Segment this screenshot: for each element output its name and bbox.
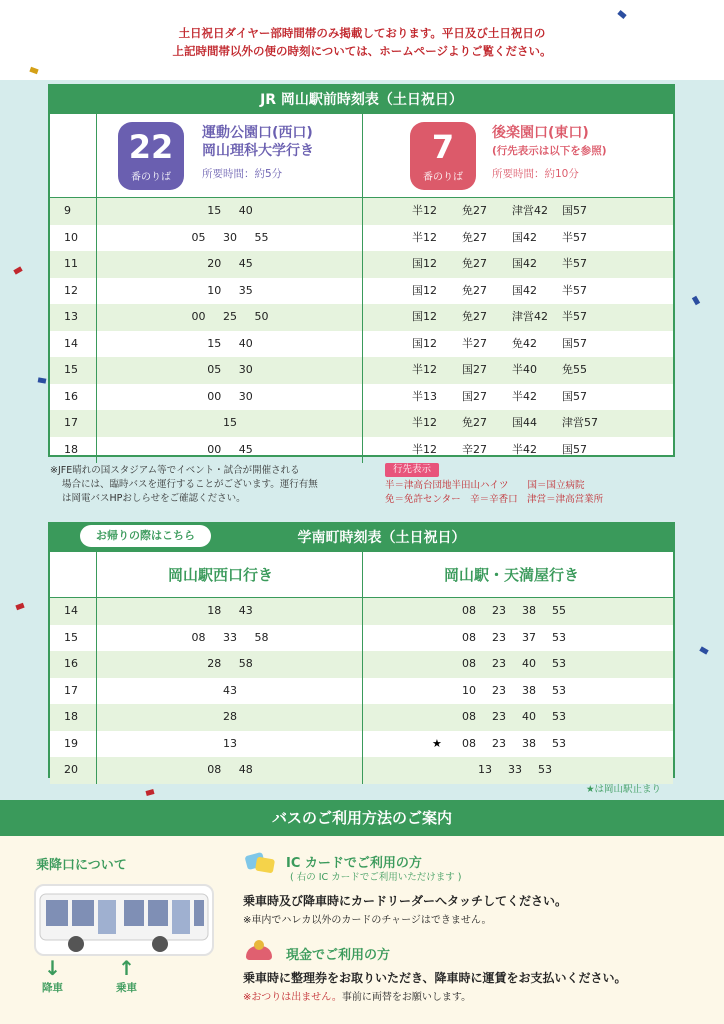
left-times: 08 48 bbox=[207, 763, 253, 776]
timetable2-rows bbox=[50, 598, 673, 784]
top-note-line1: 土日祝日ダイヤー部時間帯のみ掲載しております。平日及び土日祝日の bbox=[178, 26, 546, 40]
hour-cell: 9 bbox=[64, 204, 71, 217]
right-dest-line2: (行先表示は以下を参照) bbox=[492, 145, 607, 157]
table-row bbox=[50, 198, 673, 225]
alight-arrow bbox=[42, 956, 63, 995]
right-times: 13 33 53 bbox=[478, 763, 552, 776]
guide-title: バスのご利用方法のご案内 bbox=[0, 800, 724, 836]
confetti bbox=[692, 296, 700, 305]
left-times: 43 bbox=[223, 683, 237, 697]
hour-cell: 10 bbox=[64, 230, 78, 244]
confetti bbox=[38, 377, 47, 383]
table-row bbox=[50, 598, 673, 625]
bus-icon bbox=[36, 886, 212, 954]
right-times: 半12 免27 国44 津営57 bbox=[412, 416, 598, 429]
left-dest-line1: 運動公園口(西口) bbox=[202, 125, 313, 141]
right-times: 国12 半27 免42 国57 bbox=[412, 336, 587, 350]
route-header bbox=[50, 114, 673, 198]
platform-22-badge bbox=[118, 122, 184, 190]
left-destination: 岡山駅西口行き bbox=[168, 566, 274, 584]
right-times: 国12 免27 津営42 半57 bbox=[412, 310, 587, 323]
left-times: 00 30 bbox=[207, 389, 253, 403]
right-times: ★ 08 23 38 53 bbox=[432, 736, 566, 750]
ic-note: ※車内でハレカ以外のカードのチャージはできません。 bbox=[243, 915, 492, 926]
platform-7-badge bbox=[410, 122, 476, 190]
left-times: 13 bbox=[223, 736, 237, 750]
guide-section bbox=[0, 836, 724, 1024]
confetti bbox=[145, 789, 154, 796]
hour-cell: 18 bbox=[64, 442, 78, 456]
left-times: 28 58 bbox=[207, 657, 253, 670]
return-pill: お帰りの際はこちら bbox=[80, 525, 211, 547]
cash-note-text: 事前に両替をお願いします。 bbox=[341, 992, 472, 1003]
left-times: 05 30 bbox=[207, 363, 253, 376]
hour-cell: 16 bbox=[64, 657, 78, 670]
platform-number: 22 bbox=[128, 128, 174, 166]
board-arrow bbox=[116, 956, 137, 995]
table-row bbox=[50, 704, 673, 731]
hour-cell: 15 bbox=[64, 630, 78, 644]
ic-subtitle: ( 右の IC カードでご利用いただけます ) bbox=[290, 872, 462, 883]
legend-line: 免＝免許センター 辛＝辛香口 津営＝津高営業所 bbox=[385, 494, 604, 505]
left-times: 15 40 bbox=[207, 336, 253, 350]
confetti bbox=[13, 266, 22, 274]
left-times: 20 45 bbox=[207, 257, 253, 270]
table-row bbox=[50, 225, 673, 252]
left-times: 28 bbox=[223, 710, 237, 723]
cash-note bbox=[243, 988, 471, 1003]
right-dest-line1: 後楽園口(東口) bbox=[492, 125, 589, 141]
table-row bbox=[50, 625, 673, 652]
note-line: 場合には、臨時バスを運行することがございます。運行有無 bbox=[62, 479, 318, 490]
right-times: 国12 免27 国42 半57 bbox=[412, 257, 587, 270]
table-row bbox=[50, 304, 673, 331]
right-destination: 岡山駅・天満屋行き bbox=[444, 566, 580, 584]
platform-label: 番のりば bbox=[423, 172, 463, 183]
hour-cell: 14 bbox=[64, 604, 78, 617]
right-times: 半12 辛27 半42 国57 bbox=[412, 442, 587, 456]
hour-cell: 12 bbox=[64, 283, 78, 297]
divider bbox=[96, 552, 97, 597]
right-times: 半12 免27 津営42 国57 bbox=[412, 204, 587, 217]
right-times: 08 23 37 53 bbox=[462, 630, 566, 644]
timetable1-rows bbox=[50, 198, 673, 463]
left-times: 15 40 bbox=[207, 204, 253, 217]
right-destination bbox=[492, 124, 607, 160]
table-row bbox=[50, 357, 673, 384]
left-times: 05 30 55 bbox=[191, 230, 269, 244]
route-header bbox=[50, 552, 673, 598]
right-times: 08 23 40 53 bbox=[462, 710, 566, 723]
cash-note-red: ※おつりは出ません。 bbox=[243, 992, 342, 1003]
left-times: 15 bbox=[223, 416, 237, 429]
timetable1-title: JR 岡山駅前時刻表（土日祝日） bbox=[50, 86, 673, 114]
divider bbox=[362, 552, 363, 597]
table-row bbox=[50, 757, 673, 784]
note-line: ※JFE晴れの国スタジアム等でイベント・試合が開催される bbox=[50, 465, 300, 476]
alight-label: 降車 bbox=[42, 982, 63, 994]
left-times: 00 25 50 bbox=[191, 310, 269, 323]
boarding-title: 乗降口について bbox=[36, 858, 127, 873]
divider bbox=[96, 114, 97, 197]
down-arrow-icon: ↓ bbox=[44, 956, 61, 980]
top-note-line2: 上記時間帯以外の便の時刻については、ホームページよりご覧ください。 bbox=[172, 44, 552, 58]
table-row bbox=[50, 678, 673, 705]
star-note: ★は岡山駅止まり bbox=[586, 784, 662, 795]
hour-cell: 19 bbox=[64, 736, 78, 750]
hour-cell: 16 bbox=[64, 389, 78, 403]
confetti bbox=[15, 603, 24, 610]
divider bbox=[362, 114, 363, 197]
platform-label: 番のりば bbox=[131, 172, 171, 183]
left-destination bbox=[202, 124, 314, 160]
right-times: 半13 国27 半42 国57 bbox=[412, 389, 587, 403]
table-row bbox=[50, 331, 673, 358]
right-times: 10 23 38 53 bbox=[462, 683, 566, 697]
platform-number: 7 bbox=[431, 128, 455, 166]
right-times: 08 23 38 55 bbox=[462, 604, 566, 617]
right-times: 08 23 40 53 bbox=[462, 657, 566, 670]
timetable2-title: 学南町時刻表（土日祝日） bbox=[50, 524, 673, 552]
up-arrow-icon: ↑ bbox=[118, 956, 135, 980]
ic-instruction: 乗車時及び降車時にカードリーダーへタッチしてください。 bbox=[243, 894, 568, 908]
cash-instruction: 乗車時に整理券をお取りいただき、降車時に運賃をお支払いください。 bbox=[243, 971, 627, 985]
table-row bbox=[50, 410, 673, 437]
right-times: 半12 免27 国42 半57 bbox=[412, 230, 587, 244]
confetti bbox=[699, 646, 708, 654]
note-line: は岡電バスHPおしらせをご確認ください。 bbox=[62, 493, 246, 504]
table-row bbox=[50, 251, 673, 278]
top-notice bbox=[0, 24, 724, 60]
legend-line: 半＝津高台団地半田山ハイツ 国＝国立病院 bbox=[385, 480, 585, 491]
table-row bbox=[50, 731, 673, 758]
right-times: 国12 免27 国42 半57 bbox=[412, 283, 587, 297]
board-label: 乗車 bbox=[116, 982, 137, 994]
right-travel-time: 所要時間：約10分 bbox=[492, 168, 579, 180]
hour-cell: 13 bbox=[64, 310, 78, 323]
left-dest-line2: 岡山理科大学行き bbox=[202, 143, 314, 159]
okayama-station-timetable bbox=[48, 84, 675, 457]
table-row bbox=[50, 437, 673, 464]
table-row bbox=[50, 651, 673, 678]
bus-illustration bbox=[34, 884, 214, 956]
ic-card-icon bbox=[246, 852, 276, 874]
coin-icon bbox=[246, 940, 274, 960]
table-row bbox=[50, 384, 673, 411]
ic-title: IC カードでご利用の方 bbox=[286, 856, 422, 871]
right-times: 半12 国27 半40 免55 bbox=[412, 363, 587, 376]
left-travel-time: 所要時間：約5分 bbox=[202, 168, 283, 180]
hour-cell: 17 bbox=[64, 683, 78, 697]
left-times: 18 43 bbox=[207, 604, 253, 617]
event-note bbox=[50, 464, 318, 506]
left-times: 10 35 bbox=[207, 283, 253, 297]
left-times: 00 45 bbox=[207, 442, 253, 456]
legend-tag: 行先表示 bbox=[385, 463, 439, 477]
hour-cell: 11 bbox=[64, 257, 78, 270]
hour-cell: 18 bbox=[64, 710, 78, 723]
destination-legend bbox=[385, 463, 603, 507]
gakunancho-timetable bbox=[48, 522, 675, 778]
hour-cell: 14 bbox=[64, 336, 78, 350]
hour-cell: 20 bbox=[64, 763, 78, 776]
table-row bbox=[50, 278, 673, 305]
hour-cell: 15 bbox=[64, 363, 78, 376]
hour-cell: 17 bbox=[64, 416, 78, 429]
cash-title: 現金でご利用の方 bbox=[286, 948, 391, 963]
left-times: 08 33 58 bbox=[191, 630, 269, 644]
